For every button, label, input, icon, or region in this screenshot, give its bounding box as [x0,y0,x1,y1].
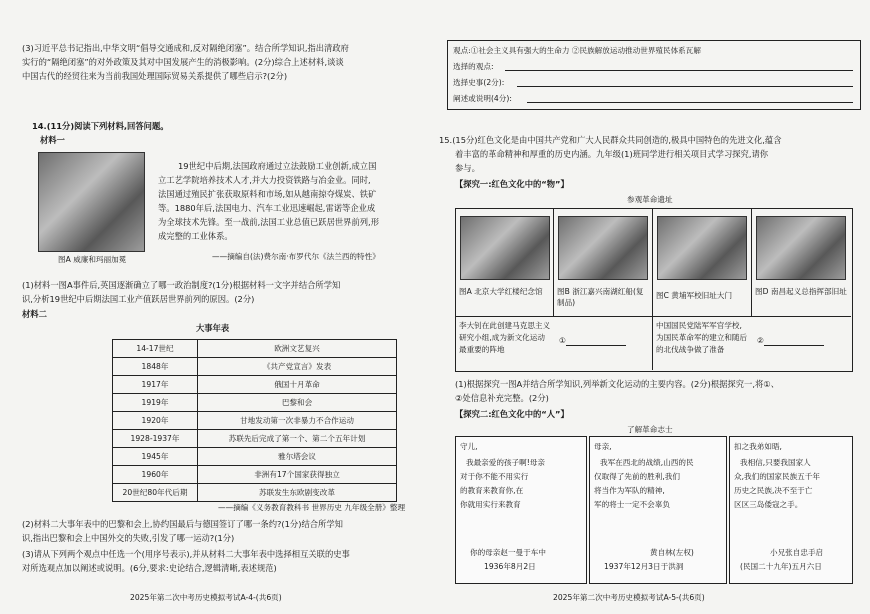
table-row [113,412,397,430]
event-table-title: 大事年表 [196,323,230,333]
letter-body: 我相信,只要我国家人 [740,458,811,467]
letter-body: 历史之民族,决不至于亡 [734,486,813,495]
explore-1-title: 【探究一:红色文化中的“物”】 [455,179,569,189]
martyrs-title: 了解革命志士 [627,425,673,434]
q15-1-line2: ②处信息补充完整。(2分) [455,393,549,403]
letter-date: 1936年8月2日 [484,562,536,571]
answer-row-viewpoint: 选择的观点: [453,62,494,71]
image-nanchang-hq [756,216,846,280]
letter-sign: 黄自林(左权) [650,548,694,557]
event-time: 1928-1937年 [113,430,198,448]
page-footer-right: 2025年第二次中考历史模拟考试A-5-(共6页) [553,593,705,602]
letter-card-zuo-quan [589,436,727,584]
material-1-label: 材料一 [40,135,65,145]
event-time: 1960年 [113,466,198,484]
image-whampoa-gate [657,216,747,280]
letter-body: 对于你不能不用实行 [460,472,529,481]
image-william-mary-coronation [38,152,145,252]
table-row [113,484,397,502]
site-a-caption: 图A 北京大学红楼纪念馆 [459,287,543,296]
q15-line2: 着丰富的革命精神和厚重的历史内涵。九年级(1)班同学进行相关项目式学习探究,请你 [455,149,769,159]
table-source: ——摘编《义务教育教科书 世界历史 九年级全册》整理 [218,503,406,512]
table-row [113,358,397,376]
event-time: 1920年 [113,412,198,430]
letter-body: 我最亲爱的孩子啊!母亲 [466,458,545,467]
event-desc: 欧洲文艺复兴 [198,340,397,358]
q15-line3: 参与。 [455,163,480,173]
letter-body: 区区三岛倭寇之手。 [734,500,803,509]
table-row [113,430,397,448]
event-desc: 苏联发生东欧剧变改革 [198,484,397,502]
q14-heading: 14.(11分)阅读下列材料,回答问题。 [32,121,169,131]
grid-divider [553,208,554,316]
page-footer-left: 2025年第二次中考历史模拟考试A-4-(共6页) [130,593,282,602]
table-row [113,466,397,484]
letter-greeting: 守儿, [460,442,478,451]
viewpoints-text: 观点:①社会主义具有强大的生命力 ②民族解放运动推动世界殖民体系瓦解 [453,46,701,55]
letter-date: (民国二十九年)五月六日 [740,562,822,571]
material-2-label: 材料二 [22,309,47,319]
letter-sign: 你的母亲赵一曼于车中 [470,548,546,557]
event-time: 20世纪80年代后期 [113,484,198,502]
q14-1-line2: 识,分析19世纪中后期法国工业产值跃居世界前列的原因。(2分) [22,294,255,304]
q13-3-line3: 中国古代的经贸往来为当前我国处理国际贸易关系提供了哪些启示?(2分) [22,71,288,81]
material-1-line6: 成完整的工业体系。 [158,231,233,241]
event-time: 14-17世纪 [113,340,198,358]
q15-1-line1: (1)根据探究一图A并结合所学知识,列举新文化运动的主要内容。(2分)根据探究一,将①、 [455,379,779,389]
sites-title: 参观革命遗址 [627,195,673,204]
q13-3-line2: 实行的“隔绝闭塞”的对外政策及其对中国发展产生的消极影响。(2分)综合上述材料,谈谈 [22,57,344,67]
site-a-desc: 李大钊在此创建马克思主义研究小组,成为新文化运动最重要的阵地 [459,321,551,354]
event-time: 1917年 [113,376,198,394]
q15-line1: 15.(15分)红色文化是由中国共产党和广大人民群众共同创造的,极具中国特色的先进文化,蕴含 [439,135,782,145]
letter-body: 我军在西北的战绩,山西的民 [600,458,694,467]
event-desc: 雅尔塔会议 [198,448,397,466]
event-desc: 苏联先后完成了第一个、第二个五年计划 [198,430,397,448]
explore-2-title: 【探究二:红色文化中的“人”】 [455,409,569,419]
material-1-line3: 法国通过殖民扩张获取原料和市场,如从越南掠夺煤炭、铁矿 [158,189,377,199]
event-time: 1945年 [113,448,198,466]
letter-date: 1937年12月3日于洪洞 [604,562,684,571]
event-desc: 甘地发动第一次非暴力不合作运动 [198,412,397,430]
event-timeline-table [112,339,397,502]
q14-3-line2: 对所选观点加以阐述或说明。(6分,要求:史论结合,逻辑清晰,表述规范) [22,563,277,573]
material-1-line4: 等。1880年后,法国电力、汽车工业迅速崛起,雷诺等企业成 [158,203,376,213]
letter-greeting: 母亲, [594,442,612,451]
answer-line[interactable] [527,102,853,103]
q14-2-line1: (2)材料二大事年表中的巴黎和会上,协约国最后与德国签订了哪一条约?(1分)结合所学知 [22,519,343,529]
q14-3-line1: (3)请从下列两个观点中任选一个(用序号表示),并从材料二大事年表中选择相互关联的史事 [22,549,350,559]
letter-body: 仅取得了先前的胜利,我们 [594,472,680,481]
grid-divider [751,208,752,316]
letter-sign: 小兄张自忠手启 [770,548,824,557]
blank-2[interactable] [764,336,824,346]
answer-row-events: 选择史事(2分): [453,78,505,87]
q14-1-line1: (1)材料一图A事件后,英国逐渐确立了哪一政治制度?(1分)根据材料一文字并结合所学知 [22,280,341,290]
event-time: 1919年 [113,394,198,412]
table-row [113,376,397,394]
site-b-caption: 图B 浙江嘉兴南湖红船(复制品) [557,287,644,307]
q14-2-line2: 识,指出巴黎和会上中国外交的失败,引发了哪一运动?(1分) [22,533,235,543]
letter-greeting: 扣之我弟如晤, [734,442,782,451]
table-row [113,340,397,358]
event-desc: 非洲有17个国家获得独立 [198,466,397,484]
event-time: 1848年 [113,358,198,376]
image-peking-red-building [460,216,550,280]
letter-card-zhao-yiman [455,436,587,584]
blank-1-label: ① [559,335,626,346]
letter-body: 众,我们的国家民族五千年 [734,472,820,481]
image-red-boat [558,216,648,280]
blank-2-label: ② [757,335,824,346]
event-desc: 巴黎和会 [198,394,397,412]
material-1-line1: 19世纪中后期,法国政府通过立法鼓励工业创新,成立国 [178,161,377,171]
image-a-caption: 图A 威廉和玛丽加冕 [58,255,127,264]
grid-divider [652,208,653,370]
q13-3-line1: (3)习近平总书记指出,中华文明“倡导交通成和,反对隔绝闭塞”。结合所学知识,指出清政府 [22,43,349,53]
letter-body: 军的将士一定不会辜负 [594,500,670,509]
material-1-line5: 为全球技术先锋。至一战前,法国工业总值已跃居世界前列,形 [158,217,379,227]
site-d-caption: 图D 南昌起义总指挥部旧址 [755,287,847,296]
event-desc: 《共产党宣言》发表 [198,358,397,376]
table-row [113,394,397,412]
material-1-line2: 立工艺学院培养技术人才,并大力投资铁路与冶金业。同时, [158,175,371,185]
answer-line[interactable] [505,70,853,71]
site-c-caption: 图C 黄埔军校旧址大门 [656,291,733,300]
blank-1[interactable] [566,336,626,346]
page-right [435,0,870,614]
answer-row-explanation: 阐述或说明(4分): [453,94,512,103]
material-1-source: ——摘编自(法)费尔南·布罗代尔《法兰西的特性》 [212,252,380,261]
letter-body: 将当作为军队的精神, [594,486,665,495]
event-desc: 俄国十月革命 [198,376,397,394]
table-row [113,448,397,466]
letter-card-zhang-zizhong [729,436,853,584]
grid-divider [455,316,851,317]
letter-body: 的教育来教育你,在 [460,486,524,495]
letter-body: 你就用实行来教育 [460,500,521,509]
site-c-desc: 中国国民党陆军军官学校,为国民革命军的建立和随后的北伐战争做了准备 [656,321,748,354]
answer-line[interactable] [517,86,853,87]
